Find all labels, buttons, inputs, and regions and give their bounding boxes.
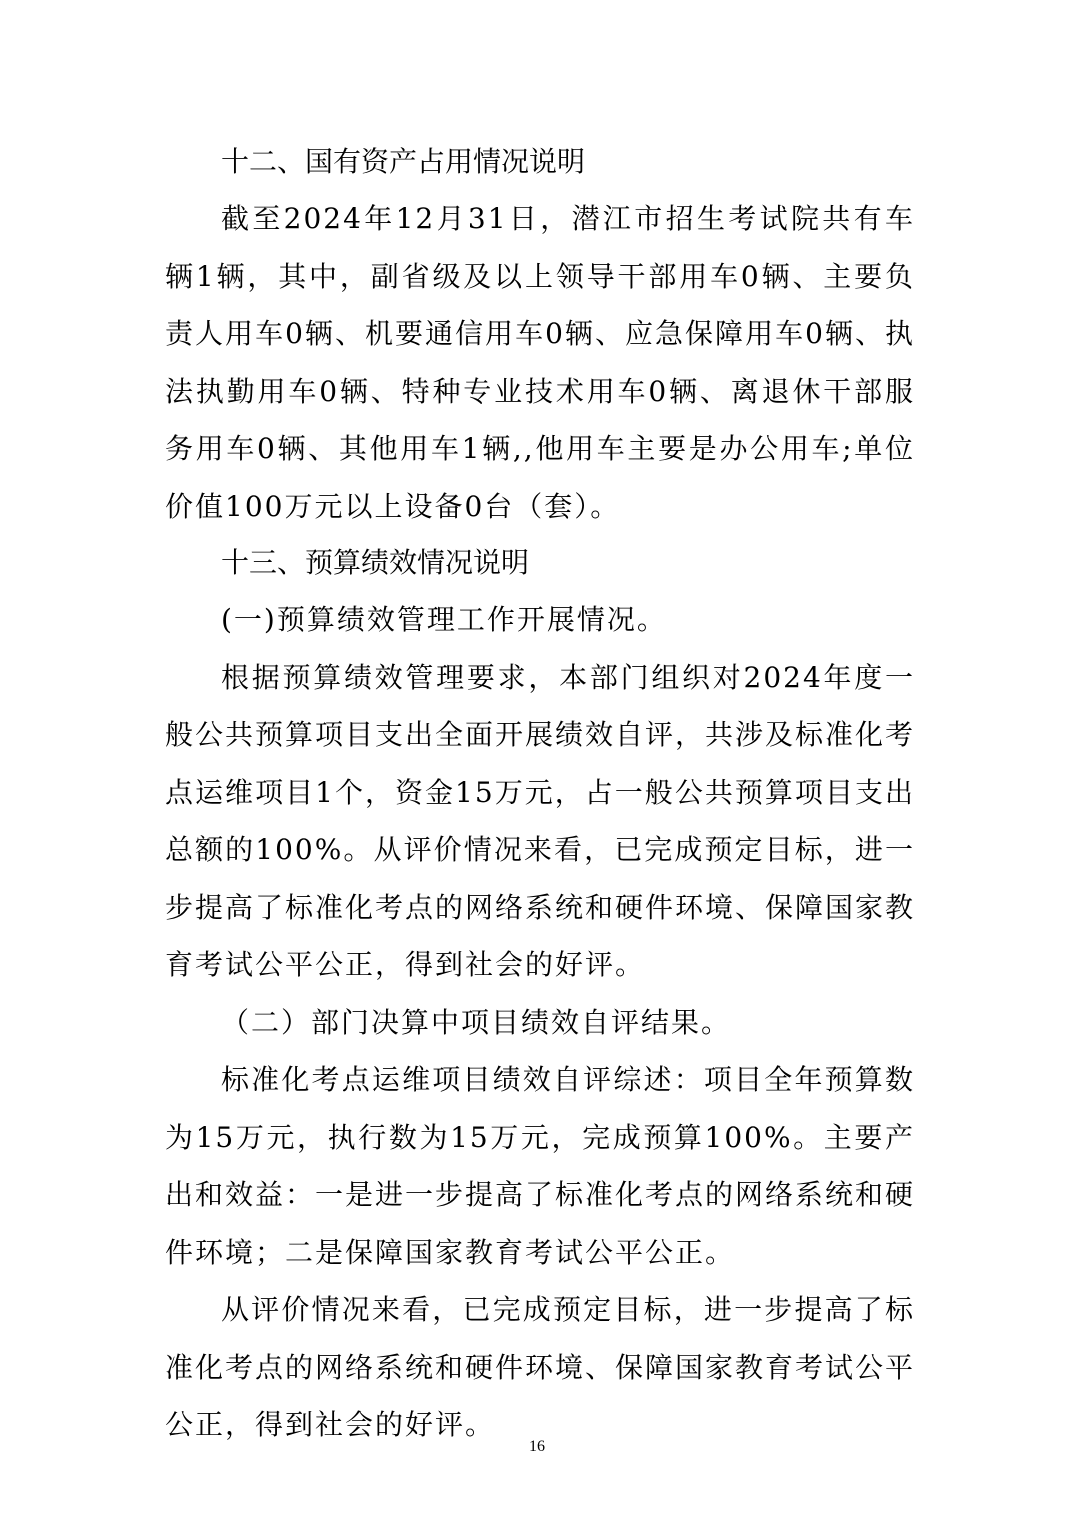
page-number: 16 <box>529 1438 545 1455</box>
subsection-2-paragraph: 标准化考点运维项目绩效自评综述：项目全年预算数为15万元，执行数为15万元，完成预算100%。主要产出和效益：一是进一步提高了标准化考点的网络系统和硬件环境；二是保障国家教育考试公平公正。 <box>165 1063 916 1269</box>
section-12-paragraph: 截至2024年12月31日，潜江市招生考试院共有车辆1辆，其中，副省级及以上领导干部用车0辆、主要负责人用车0辆、机要通信用车0辆、应急保障用车0辆、执法执勤用车0辆、特种专业技术用车0辆、离退休干部服务用车0辆、其他用车1辆,,他用车主要是办公用车;单位价值100万元以上设备0台（套）。 <box>165 202 915 523</box>
page-body <box>165 134 915 1454</box>
subsection-2-conclusion: 从评价情况来看，已完成预定目标，进一步提高了标准化考点的网络系统和硬件环境、保障国家教育考试公平公正，得到社会的好评。 <box>165 1293 916 1441</box>
subsection-1-paragraph: 根据预算绩效管理要求，本部门组织对2024年度一般公共预算项目支出全面开展绩效自评，共涉及标准化考点运维项目1个，资金15万元，占一般公共预算项目支出总额的100%。从评价情况来看，已完成预定目标，进一步提高了标准化考点的网络系统和硬件环境、保障国家教育考试公平公正，得到社会的好评。 <box>165 660 916 981</box>
section-13-heading: 十三、预算绩效情况说明 <box>221 546 530 579</box>
section-12-heading: 十二、国有资产占用情况说明 <box>221 145 586 178</box>
subsection-2-heading: （二）部门决算中项目绩效自评结果。 <box>221 1005 732 1039</box>
subsection-1-heading: (一)预算绩效管理工作开展情况。 <box>221 603 667 636</box>
